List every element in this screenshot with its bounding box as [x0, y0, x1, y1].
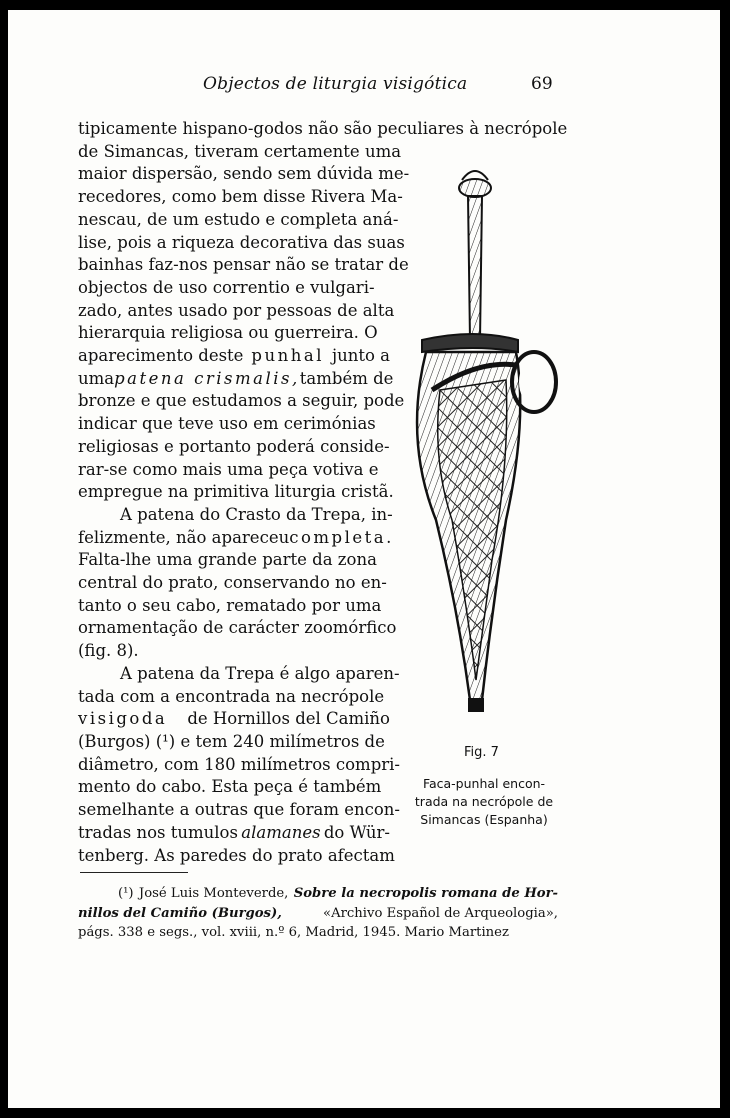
- text-line: tradas nos tumulos alamanes do Wür-: [78, 822, 390, 845]
- latin-term: patena crismalis,: [114, 368, 300, 388]
- text-line: ornamentação de carácter zoomórfico: [78, 618, 397, 638]
- footnote-journal: «Archivo Español de Arqueologia»,: [323, 905, 558, 921]
- text-line: de Simancas, tiveram certamente uma: [78, 141, 402, 161]
- footnote-author: José Luis Monteverde,: [138, 886, 289, 901]
- text-line: lise, pois a riqueza decorativa das suas: [78, 232, 405, 252]
- italic-term: alamanes: [241, 822, 321, 842]
- text-line: central do prato, conservando no en-: [78, 573, 387, 593]
- text-line: (fig. 8).: [78, 641, 139, 661]
- text-line: (Burgos) (¹) e tem 240 milímetros de: [78, 731, 385, 751]
- text-line: A patena da Trepa é algo aparen-: [120, 663, 400, 683]
- text-line: tanto o seu cabo, rematado por uma: [78, 595, 382, 615]
- figure-caption: [404, 775, 564, 829]
- text-line: diâmetro, com 180 milímetros compri-: [78, 754, 401, 774]
- text-line: tipicamente hispano-godos não são peculiares à necrópole: [78, 119, 568, 138]
- book-page: [8, 10, 720, 1108]
- footnote-title: Sobre la necropolis romana de Hor-: [293, 886, 558, 901]
- text-line: empregue na primitiva liturgia cristã.: [78, 482, 394, 502]
- emphasis-word: punhal: [251, 346, 324, 366]
- footnote-marker: (¹): [118, 886, 134, 901]
- text-line: tenberg. As paredes do prato afectam: [78, 845, 395, 865]
- text-line: bainhas faz-nos pensar não se tratar de: [78, 255, 409, 275]
- text-line: aparecimento deste punhal junto a: [78, 345, 390, 368]
- footnote-rule: [80, 872, 188, 873]
- footnote-reference: págs. 338 e segs., vol. xviii, n.º 6, Madrid, 1945. Mario Martinez: [78, 925, 509, 940]
- running-title: Objectos de liturgia visigótica: [203, 74, 468, 94]
- text-line: recedores, como bem disse Rivera Ma-: [78, 187, 403, 207]
- text-line: hierarquia religiosa ou guerreira. O: [78, 323, 378, 343]
- text-line: mento do cabo. Esta peça é também: [78, 777, 382, 797]
- page-number: 69: [531, 74, 553, 94]
- text-line: zado, antes usado por pessoas de alta: [78, 300, 395, 320]
- text-line: A patena do Crasto da Trepa, in-: [120, 504, 393, 524]
- text-line: uma patena crismalis, também de: [78, 368, 390, 391]
- footnote-line: [78, 904, 558, 924]
- emphasis-word: visigoda: [78, 709, 168, 729]
- footnote: [78, 884, 558, 943]
- figure-label: Fig. 7: [464, 745, 499, 760]
- text-line: bronze e que estudamos a seguir, pode: [78, 391, 405, 411]
- text-line: felizmente, não apareceu completa.: [78, 527, 390, 550]
- page-header: [8, 74, 720, 100]
- caption-line: Faca-punhal encon-: [422, 776, 546, 791]
- text-line: nescau, de um estudo e completa aná-: [78, 209, 399, 229]
- text-line: objectos de uso correntio e vulgari-: [78, 277, 375, 297]
- text-line: tada com a encontrada na necrópole: [78, 686, 385, 706]
- text-line: maior dispersão, sendo sem dúvida me-: [78, 164, 410, 184]
- text-line: semelhante a outras que foram encon-: [78, 800, 400, 820]
- text-line: Falta-lhe uma grande parte da zona: [78, 550, 377, 570]
- caption-line: trada na necrópole de: [414, 794, 554, 809]
- footnote-line: [78, 884, 558, 904]
- text-line: visigoda de Hornillos del Camiño: [78, 708, 390, 731]
- caption-line: Simancas (Espanha): [420, 812, 548, 827]
- footnote-title-cont: nillos del Camiño (Burgos),: [78, 905, 282, 921]
- footnote-line: [78, 923, 558, 943]
- text-line: indicar que teve uso em cerimónias: [78, 414, 376, 434]
- text-line: religiosas e portanto poderá conside-: [78, 436, 390, 456]
- dagger-illustration: [388, 160, 578, 730]
- text-line: rar-se como mais uma peça votiva e: [78, 459, 379, 479]
- emphasis-word: completa.: [289, 527, 394, 547]
